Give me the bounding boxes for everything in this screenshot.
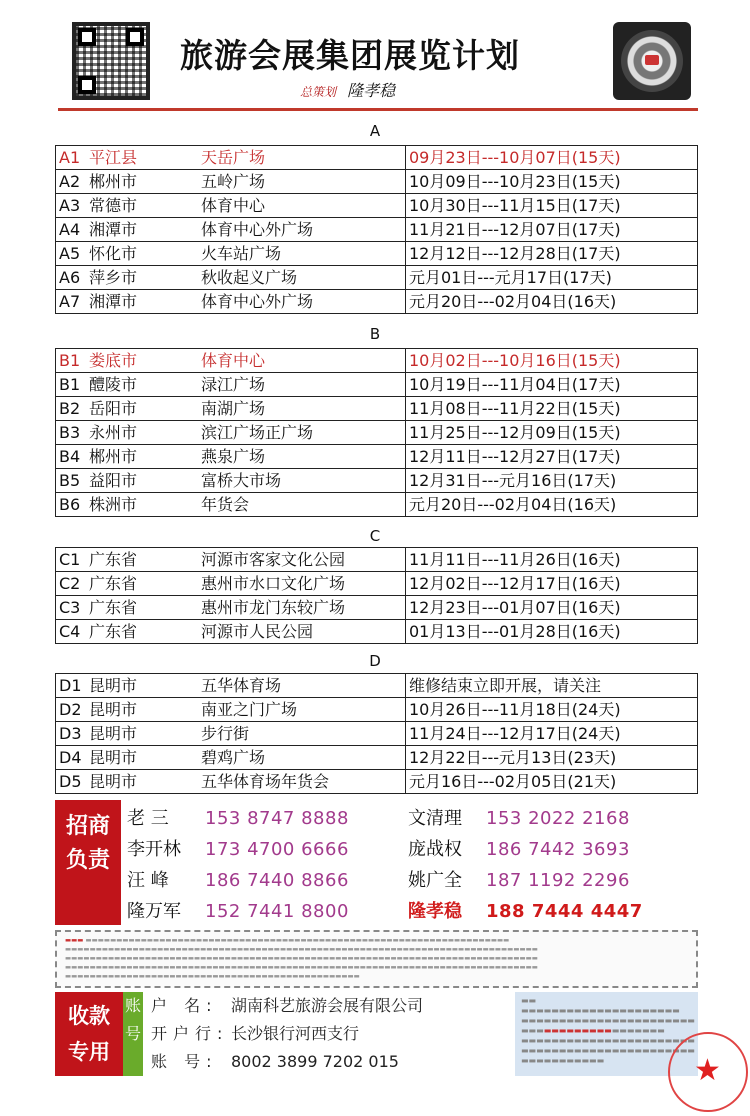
schedule-table-b bbox=[55, 348, 698, 517]
location-cell bbox=[56, 698, 406, 722]
row-code: D5 bbox=[59, 771, 82, 791]
row-venue: 体育中心外广场 bbox=[201, 291, 314, 311]
row-dates: 10月26日---11月18日(24天) bbox=[406, 698, 698, 722]
row-code: B6 bbox=[59, 494, 81, 514]
location-cell bbox=[56, 349, 406, 373]
schedule-row bbox=[56, 770, 698, 794]
row-venue: 河源市客家文化公园 bbox=[201, 549, 346, 569]
row-code: D2 bbox=[59, 699, 82, 719]
schedule-table-c bbox=[55, 547, 698, 644]
bank-details bbox=[151, 992, 511, 1076]
schedule-table-d bbox=[55, 673, 698, 794]
contact-phone[interactable]: 188 7444 4447 bbox=[486, 901, 643, 922]
row-dates: 12月02日---12月17日(16天) bbox=[406, 572, 698, 596]
schedule-row bbox=[56, 469, 698, 493]
row-dates: 11月21日---12月07日(17天) bbox=[406, 218, 698, 242]
contact-row bbox=[127, 897, 349, 923]
row-dates: 11月25日---12月09日(15天) bbox=[406, 421, 698, 445]
contact-name: 姚广全 bbox=[408, 870, 462, 891]
section-label-d: D bbox=[369, 652, 381, 670]
row-dates: 元月20日---02月04日(16天) bbox=[406, 290, 698, 314]
contact-phone[interactable]: 152 7441 8800 bbox=[205, 901, 349, 922]
schedule-row bbox=[56, 596, 698, 620]
row-venue: 五岭广场 bbox=[201, 171, 266, 191]
header-divider bbox=[58, 108, 698, 111]
recruitment-label-2: 负责 bbox=[65, 848, 110, 873]
location-cell bbox=[56, 266, 406, 290]
section-label-a: A bbox=[369, 122, 381, 140]
row-venue: 燕泉广场 bbox=[201, 446, 266, 466]
row-city: 郴州市 bbox=[89, 446, 138, 466]
bank-name-key: 开户行: bbox=[151, 1024, 229, 1043]
account-number-key: 账 号: bbox=[151, 1052, 218, 1071]
contact-phone[interactable]: 173 4700 6666 bbox=[205, 839, 349, 860]
row-dates: 10月30日---11月15日(17天) bbox=[406, 194, 698, 218]
row-code: A5 bbox=[59, 243, 81, 263]
bank-note-fine-print: ▬▬ ▬▬▬▬▬▬▬▬▬▬▬▬▬▬▬▬▬▬▬▬▬ ▬▬▬▬▬▬▬▬▬▬▬▬▬▬▬▬▬▬▬▬▬▬▬ ▬▬▬▬▬▬▬▬▬▬▬▬▬▬▬▬▬▬▬ ▬▬▬▬▬▬▬▬▬▬▬▬▬▬▬▬▬▬▬▬▬▬▬ ▬▬▬▬▬▬▬▬▬▬▬▬▬▬▬▬▬▬▬▬▬▬▬ ▬▬▬▬▬▬▬▬▬▬▬ bbox=[515, 992, 698, 1076]
row-dates: 11月11日---11月26日(16天) bbox=[406, 548, 698, 572]
location-cell bbox=[56, 290, 406, 314]
row-code: C4 bbox=[59, 621, 81, 641]
row-city: 萍乡市 bbox=[89, 267, 138, 287]
row-city: 广东省 bbox=[89, 573, 138, 593]
row-venue: 碧鸡广场 bbox=[201, 747, 266, 767]
row-venue: 体育中心 bbox=[201, 350, 266, 370]
contact-name: 隆孝稳 bbox=[408, 901, 462, 922]
row-dates: 维修结束立即开展，请关注 bbox=[406, 674, 698, 698]
schedule-row bbox=[56, 397, 698, 421]
row-venue: 河源市人民公园 bbox=[201, 621, 314, 641]
row-code: A6 bbox=[59, 267, 81, 287]
bank-info bbox=[55, 992, 698, 1076]
row-dates: 12月12日---12月28日(17天) bbox=[406, 242, 698, 266]
bank-label-box bbox=[55, 992, 123, 1076]
row-city: 广东省 bbox=[89, 597, 138, 617]
row-city: 湘潭市 bbox=[89, 219, 138, 239]
contact-name: 汪 峰 bbox=[127, 870, 169, 891]
row-city: 广东省 bbox=[89, 621, 138, 641]
location-cell bbox=[56, 746, 406, 770]
location-cell bbox=[56, 218, 406, 242]
schedule-row bbox=[56, 194, 698, 218]
row-dates: 元月16日---02月05日(21天) bbox=[406, 770, 698, 794]
bank-name: 长沙银行河西支行 bbox=[231, 1024, 360, 1043]
row-venue: 年货会 bbox=[201, 494, 250, 514]
watermark-stamp bbox=[668, 1032, 748, 1112]
contact-phone[interactable]: 153 2022 2168 bbox=[486, 808, 630, 829]
row-city: 昆明市 bbox=[89, 675, 138, 695]
row-venue: 滨江广场正广场 bbox=[201, 422, 314, 442]
row-code: A7 bbox=[59, 291, 81, 311]
qr-code-right-icon bbox=[613, 22, 691, 100]
row-city: 醴陵市 bbox=[89, 374, 138, 394]
schedule-row bbox=[56, 421, 698, 445]
row-city: 湘潭市 bbox=[89, 291, 138, 311]
row-dates: 01月13日---01月28日(16天) bbox=[406, 620, 698, 644]
location-cell bbox=[56, 596, 406, 620]
notice-box bbox=[55, 930, 698, 988]
location-cell bbox=[56, 146, 406, 170]
account-number: 8002 3899 7202 015 bbox=[231, 1052, 399, 1071]
row-city: 益阳市 bbox=[89, 470, 138, 490]
schedule-row bbox=[56, 445, 698, 469]
schedule-row bbox=[56, 218, 698, 242]
schedule-row bbox=[56, 722, 698, 746]
schedule-row bbox=[56, 746, 698, 770]
row-city: 昆明市 bbox=[89, 723, 138, 743]
schedule-row bbox=[56, 674, 698, 698]
recruitment-label-1: 招商 bbox=[65, 814, 110, 839]
schedule-row bbox=[56, 620, 698, 644]
row-city: 广东省 bbox=[89, 549, 138, 569]
contact-name: 隆万军 bbox=[127, 901, 181, 922]
row-code: C1 bbox=[59, 549, 81, 569]
row-code: B1 bbox=[59, 350, 81, 370]
row-code: B2 bbox=[59, 398, 81, 418]
row-venue: 渌江广场 bbox=[201, 374, 266, 394]
contact-phone[interactable]: 153 8747 8888 bbox=[205, 808, 349, 829]
location-cell bbox=[56, 493, 406, 517]
star-icon: ★ bbox=[694, 1053, 721, 1088]
contact-row bbox=[127, 835, 349, 861]
contact-row bbox=[127, 866, 349, 892]
row-venue: 五华体育场 bbox=[201, 675, 282, 695]
row-venue: 体育中心 bbox=[201, 195, 266, 215]
row-dates: 10月09日---10月23日(15天) bbox=[406, 170, 698, 194]
schedule-row bbox=[56, 698, 698, 722]
location-cell bbox=[56, 194, 406, 218]
notice-fine-print: ▬▬▬ ▬▬▬▬▬▬▬▬▬▬▬▬▬▬▬▬▬▬▬▬▬▬▬▬▬▬▬▬▬▬▬▬▬▬▬▬▬▬▬▬▬▬▬▬▬▬▬▬▬▬▬▬▬▬▬▬▬▬▬▬▬▬▬▬▬▬▬▬▬ ▬▬▬▬▬▬▬▬▬▬▬▬▬▬▬▬▬▬▬▬▬▬▬▬▬▬▬▬▬▬▬▬▬▬▬▬▬▬▬▬▬▬▬▬▬▬▬▬▬▬▬▬▬▬▬▬▬▬▬▬▬▬▬▬▬▬▬▬▬▬▬▬▬▬▬▬▬ ▬▬▬▬▬▬▬▬▬▬▬▬▬▬▬▬▬▬▬▬▬▬▬▬▬▬▬▬▬▬▬▬▬▬▬▬▬▬▬▬▬▬▬▬▬▬▬▬▬▬▬▬▬▬▬▬▬▬▬▬▬▬▬▬▬▬▬▬▬▬▬▬▬▬▬▬▬ ▬▬▬▬▬▬▬▬▬▬▬▬▬▬▬▬▬▬▬▬▬▬▬▬▬▬▬▬▬▬▬▬▬▬▬▬▬▬▬▬▬▬▬▬▬▬▬▬▬▬▬▬▬▬▬▬▬▬▬▬▬▬▬▬▬▬▬▬▬▬▬▬▬▬▬▬▬ ▬▬▬▬▬▬▬▬▬▬▬▬▬▬▬▬▬▬▬▬▬▬▬▬▬▬▬▬▬▬▬▬▬▬▬▬▬▬▬▬▬▬▬▬▬▬▬▬ bbox=[65, 936, 538, 980]
row-code: A3 bbox=[59, 195, 81, 215]
row-city: 昆明市 bbox=[89, 771, 138, 791]
row-city: 昆明市 bbox=[89, 747, 138, 767]
signature bbox=[300, 78, 395, 101]
row-venue: 惠州市水口文化广场 bbox=[201, 573, 346, 593]
row-code: A1 bbox=[59, 147, 81, 167]
location-cell bbox=[56, 170, 406, 194]
row-code: B5 bbox=[59, 470, 81, 490]
row-venue: 五华体育场年货会 bbox=[201, 771, 330, 791]
row-city: 娄底市 bbox=[89, 350, 138, 370]
schedule-row bbox=[56, 290, 698, 314]
row-venue: 体育中心外广场 bbox=[201, 219, 314, 239]
contact-row bbox=[127, 804, 349, 830]
row-code: D4 bbox=[59, 747, 82, 767]
row-city: 岳阳市 bbox=[89, 398, 138, 418]
row-city: 株洲市 bbox=[89, 494, 138, 514]
row-venue: 南湖广场 bbox=[201, 398, 266, 418]
row-city: 常德市 bbox=[89, 195, 138, 215]
row-city: 昆明市 bbox=[89, 699, 138, 719]
row-code: C2 bbox=[59, 573, 81, 593]
row-venue: 富桥大市场 bbox=[201, 470, 282, 490]
schedule-row bbox=[56, 170, 698, 194]
section-label-c: C bbox=[369, 527, 381, 545]
page-title: 旅游会展集团展览计划 bbox=[180, 36, 520, 75]
row-dates: 11月08日---11月22日(15天) bbox=[406, 397, 698, 421]
schedule-row bbox=[56, 146, 698, 170]
schedule-row bbox=[56, 373, 698, 397]
row-dates: 12月31日---元月16日(17天) bbox=[406, 469, 698, 493]
contact-row bbox=[408, 897, 643, 923]
row-dates: 11月24日---12月17日(24天) bbox=[406, 722, 698, 746]
bank-label-1: 收款 bbox=[68, 1004, 110, 1028]
contact-row bbox=[408, 835, 630, 861]
location-cell bbox=[56, 421, 406, 445]
location-cell bbox=[56, 722, 406, 746]
row-code: B1 bbox=[59, 374, 81, 394]
location-cell bbox=[56, 674, 406, 698]
row-code: D3 bbox=[59, 723, 82, 743]
account-name: 湖南科艺旅游会展有限公司 bbox=[231, 996, 424, 1015]
row-dates: 10月02日---10月16日(15天) bbox=[406, 349, 698, 373]
contact-name: 老 三 bbox=[127, 808, 169, 829]
row-code: C3 bbox=[59, 597, 81, 617]
row-dates: 元月20日---02月04日(16天) bbox=[406, 493, 698, 517]
row-venue: 惠州市龙门东较广场 bbox=[201, 597, 346, 617]
location-cell bbox=[56, 572, 406, 596]
row-venue: 火车站广场 bbox=[201, 243, 282, 263]
bank-label-2: 专用 bbox=[68, 1040, 110, 1064]
signature-role: 总策划 bbox=[300, 85, 337, 99]
recruitment-contacts bbox=[55, 800, 698, 925]
row-dates: 10月19日---11月04日(17天) bbox=[406, 373, 698, 397]
location-cell bbox=[56, 397, 406, 421]
location-cell bbox=[56, 373, 406, 397]
schedule-row bbox=[56, 349, 698, 373]
row-dates: 12月11日---12月27日(17天) bbox=[406, 445, 698, 469]
contact-name: 庞战权 bbox=[408, 839, 462, 860]
row-dates: 12月23日---01月07日(16天) bbox=[406, 596, 698, 620]
location-cell bbox=[56, 445, 406, 469]
recruitment-label-box bbox=[55, 800, 121, 925]
schedule-row bbox=[56, 493, 698, 517]
location-cell bbox=[56, 770, 406, 794]
row-code: B3 bbox=[59, 422, 81, 442]
contact-name: 李开林 bbox=[127, 839, 181, 860]
schedule-row bbox=[56, 572, 698, 596]
account-label-box: 账号 bbox=[123, 992, 143, 1076]
row-city: 平江县 bbox=[89, 147, 138, 167]
contact-phone[interactable]: 186 7442 3693 bbox=[486, 839, 630, 860]
row-code: B4 bbox=[59, 446, 81, 466]
schedule-table-a bbox=[55, 145, 698, 314]
location-cell bbox=[56, 242, 406, 266]
row-code: A4 bbox=[59, 219, 81, 239]
row-city: 永州市 bbox=[89, 422, 138, 442]
schedule-row bbox=[56, 548, 698, 572]
header bbox=[0, 0, 750, 112]
signature-name: 隆孝稳 bbox=[347, 81, 396, 100]
contact-row bbox=[408, 804, 630, 830]
location-cell bbox=[56, 548, 406, 572]
row-dates: 12月22日---元月13日(23天) bbox=[406, 746, 698, 770]
contact-name: 文清理 bbox=[408, 808, 462, 829]
contact-phone[interactable]: 187 1192 2296 bbox=[486, 870, 630, 891]
qr-code-left-icon bbox=[72, 22, 150, 100]
row-code: D1 bbox=[59, 675, 82, 695]
row-venue: 步行街 bbox=[201, 723, 250, 743]
schedule-row bbox=[56, 242, 698, 266]
row-venue: 南亚之门广场 bbox=[201, 699, 298, 719]
row-venue: 天岳广场 bbox=[201, 147, 266, 167]
contact-row bbox=[408, 866, 630, 892]
row-venue: 秋收起义广场 bbox=[201, 267, 298, 287]
row-city: 郴州市 bbox=[89, 171, 138, 191]
section-label-b: B bbox=[369, 325, 381, 343]
location-cell bbox=[56, 469, 406, 493]
account-name-key: 户 名: bbox=[151, 996, 218, 1015]
location-cell bbox=[56, 620, 406, 644]
row-code: A2 bbox=[59, 171, 81, 191]
contact-phone[interactable]: 186 7440 8866 bbox=[205, 870, 349, 891]
row-city: 怀化市 bbox=[89, 243, 138, 263]
row-dates: 元月01日---元月17日(17天) bbox=[406, 266, 698, 290]
row-dates: 09月23日---10月07日(15天) bbox=[406, 146, 698, 170]
schedule-row bbox=[56, 266, 698, 290]
